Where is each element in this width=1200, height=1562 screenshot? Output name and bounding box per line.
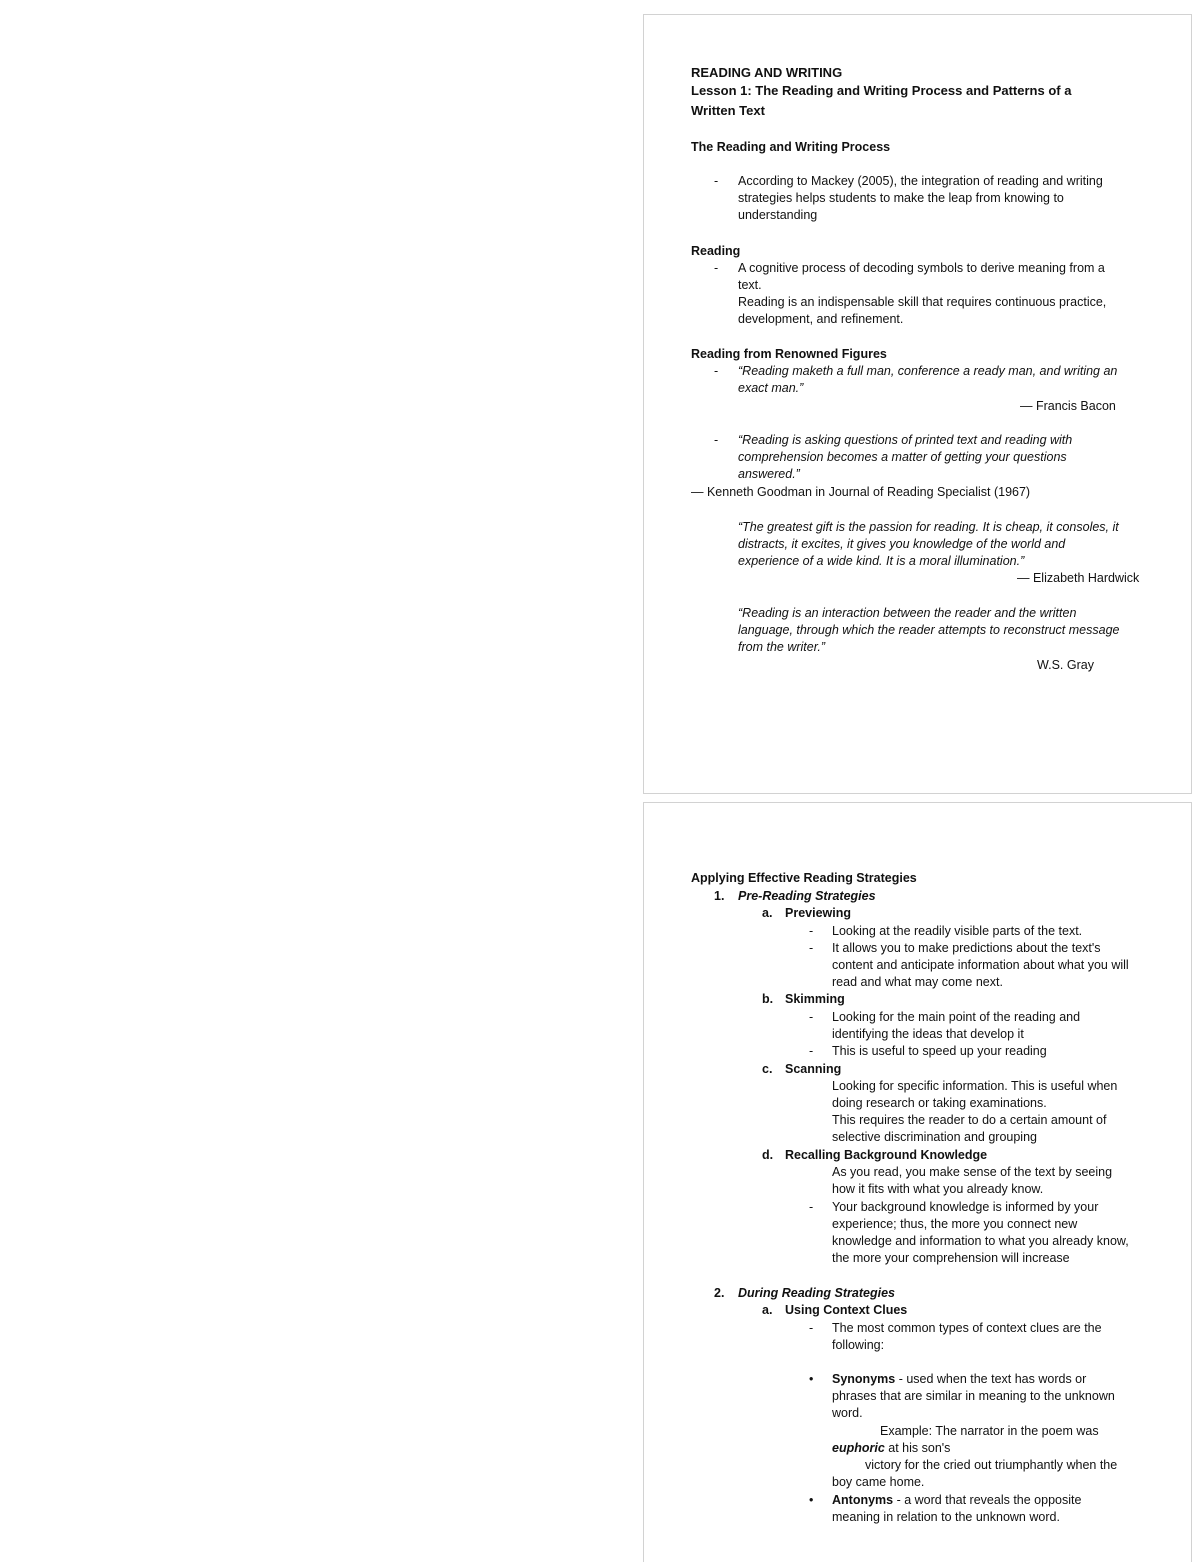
list-item-cont: identifying the ideas that develop it [832, 1027, 1024, 1041]
quote-line: comprehension becomes a matter of getting your questions [738, 450, 1067, 464]
list-item: Looking for the main point of the reading and [832, 1010, 1081, 1024]
document-page-2 [643, 802, 1192, 1562]
lesson-title-cont: Written Text [691, 103, 765, 118]
strategy-title: Using Context Clues [785, 1303, 908, 1317]
paragraph-line: text. [738, 278, 762, 292]
example-line: victory for the cried out triumphantly when the [865, 1458, 1118, 1472]
list-item: It allows you to make predictions about the text's [832, 941, 1101, 955]
list-item-cont: knowledge and information to what you already know, [832, 1234, 1129, 1248]
quote-author: — Kenneth Goodman in Journal of Reading Specialist (1967) [691, 485, 1031, 499]
dash-bullet: - [714, 433, 719, 447]
quote-line: experience of a wide kind. It is a moral illumination.” [738, 554, 1025, 568]
list-letter: a. [762, 1303, 773, 1317]
paragraph-line: strategies helps students to make the leap from knowing to [738, 191, 1064, 205]
quote-line: “Reading maketh a full man, conference a ready man, and writing an [738, 364, 1118, 378]
paragraph-line: development, and refinement. [738, 312, 904, 326]
example-line: boy came home. [832, 1475, 925, 1489]
list-letter: a. [762, 906, 773, 920]
quote-line: answered.” [738, 467, 800, 481]
list-item: selective discrimination and grouping [832, 1130, 1037, 1144]
dash-bullet: - [809, 1321, 814, 1335]
paragraph-line: A cognitive process of decoding symbols to derive meaning from a [738, 261, 1105, 275]
quote-author: W.S. Gray [1037, 658, 1094, 672]
dash-bullet: - [714, 261, 719, 275]
list-item: Looking at the readily visible parts of the text. [832, 924, 1083, 938]
dash-bullet: - [809, 1010, 814, 1024]
strategy-title: Previewing [785, 906, 851, 920]
definition-text: - used when the text has words or [895, 1372, 1087, 1386]
list-letter: d. [762, 1148, 774, 1162]
definition-line [832, 1492, 1081, 1509]
list-item: Your background knowledge is informed by your [832, 1200, 1099, 1214]
section-heading: The Reading and Writing Process [691, 140, 891, 154]
list-item: This is useful to speed up your reading [832, 1044, 1047, 1058]
list-item-cont: experience; thus, the more you connect new [832, 1217, 1078, 1231]
document-page-1 [643, 14, 1192, 794]
dash-bullet: - [809, 941, 814, 955]
list-item-cont: following: [832, 1338, 885, 1352]
list-letter: b. [762, 992, 774, 1006]
definition-cont: word. [832, 1406, 863, 1420]
quote-author: — Elizabeth Hardwick [1017, 571, 1140, 585]
quote-line: distracts, it excites, it gives you knowledge of the world and [738, 537, 1066, 551]
definition-cont: meaning in relation to the unknown word. [832, 1510, 1060, 1524]
dash-bullet: - [714, 174, 719, 188]
lesson-title: Lesson 1: The Reading and Writing Process and Patterns of a [691, 83, 1072, 98]
dash-bullet: - [714, 364, 719, 378]
definition-line [832, 1371, 1086, 1388]
disc-bullet: • [809, 1493, 814, 1507]
list-letter: c. [762, 1062, 773, 1076]
paragraph-line: understanding [738, 208, 818, 222]
quote-line: “Reading is asking questions of printed text and reading with [738, 433, 1073, 447]
definition-text: - a word that reveals the opposite [893, 1493, 1082, 1507]
example-text: at his son's [884, 1441, 951, 1455]
list-item: Looking for specific information. This is useful when [832, 1079, 1118, 1093]
quote-line: exact man.” [738, 381, 804, 395]
quote-line: from the writer.” [738, 640, 826, 654]
strategy-title: Skimming [785, 992, 845, 1006]
list-item: how it fits with what you already know. [832, 1182, 1044, 1196]
list-number: 2. [714, 1286, 725, 1300]
term-synonyms: Synonyms [832, 1372, 896, 1386]
list-item-cont: read and what may come next. [832, 975, 1003, 989]
dash-bullet: - [809, 1200, 814, 1214]
quote-author: — Francis Bacon [1020, 399, 1116, 413]
section-heading: Applying Effective Reading Strategies [691, 871, 917, 885]
list-item: The most common types of context clues are the [832, 1321, 1102, 1335]
definition-cont: phrases that are similar in meaning to the unknown [832, 1389, 1115, 1403]
figures-heading: Reading from Renowned Figures [691, 347, 887, 361]
quote-line: “Reading is an interaction between the reader and the written [738, 606, 1077, 620]
list-item: As you read, you make sense of the text by seeing [832, 1165, 1113, 1179]
disc-bullet: • [809, 1372, 814, 1386]
example-word: euphoric [832, 1441, 885, 1455]
list-number: 1. [714, 889, 725, 903]
example-line: Example: The narrator in the poem was [880, 1424, 1099, 1438]
course-title: READING AND WRITING [691, 65, 843, 80]
strategy-title: Recalling Background Knowledge [785, 1148, 988, 1162]
list-item-cont: content and anticipate information about what you will [832, 958, 1129, 972]
paragraph-line: Reading is an indispensable skill that requires continuous practice, [738, 295, 1107, 309]
example-line [832, 1440, 950, 1457]
dash-bullet: - [809, 1044, 814, 1058]
paragraph-line: According to Mackey (2005), the integration of reading and writing [738, 174, 1103, 188]
reading-heading: Reading [691, 244, 741, 258]
term-antonyms: Antonyms [832, 1493, 894, 1507]
dash-bullet: - [809, 924, 814, 938]
list-item: doing research or taking examinations. [832, 1096, 1047, 1110]
quote-line: “The greatest gift is the passion for reading. It is cheap, it consoles, it [738, 520, 1119, 534]
subsection-title: During Reading Strategies [738, 1286, 895, 1300]
list-item: This requires the reader to do a certain amount of [832, 1113, 1107, 1127]
quote-line: language, through which the reader attempts to reconstruct message [738, 623, 1120, 637]
list-item-cont: the more your comprehension will increase [832, 1251, 1070, 1265]
subsection-title: Pre-Reading Strategies [738, 889, 876, 903]
strategy-title: Scanning [785, 1062, 842, 1076]
